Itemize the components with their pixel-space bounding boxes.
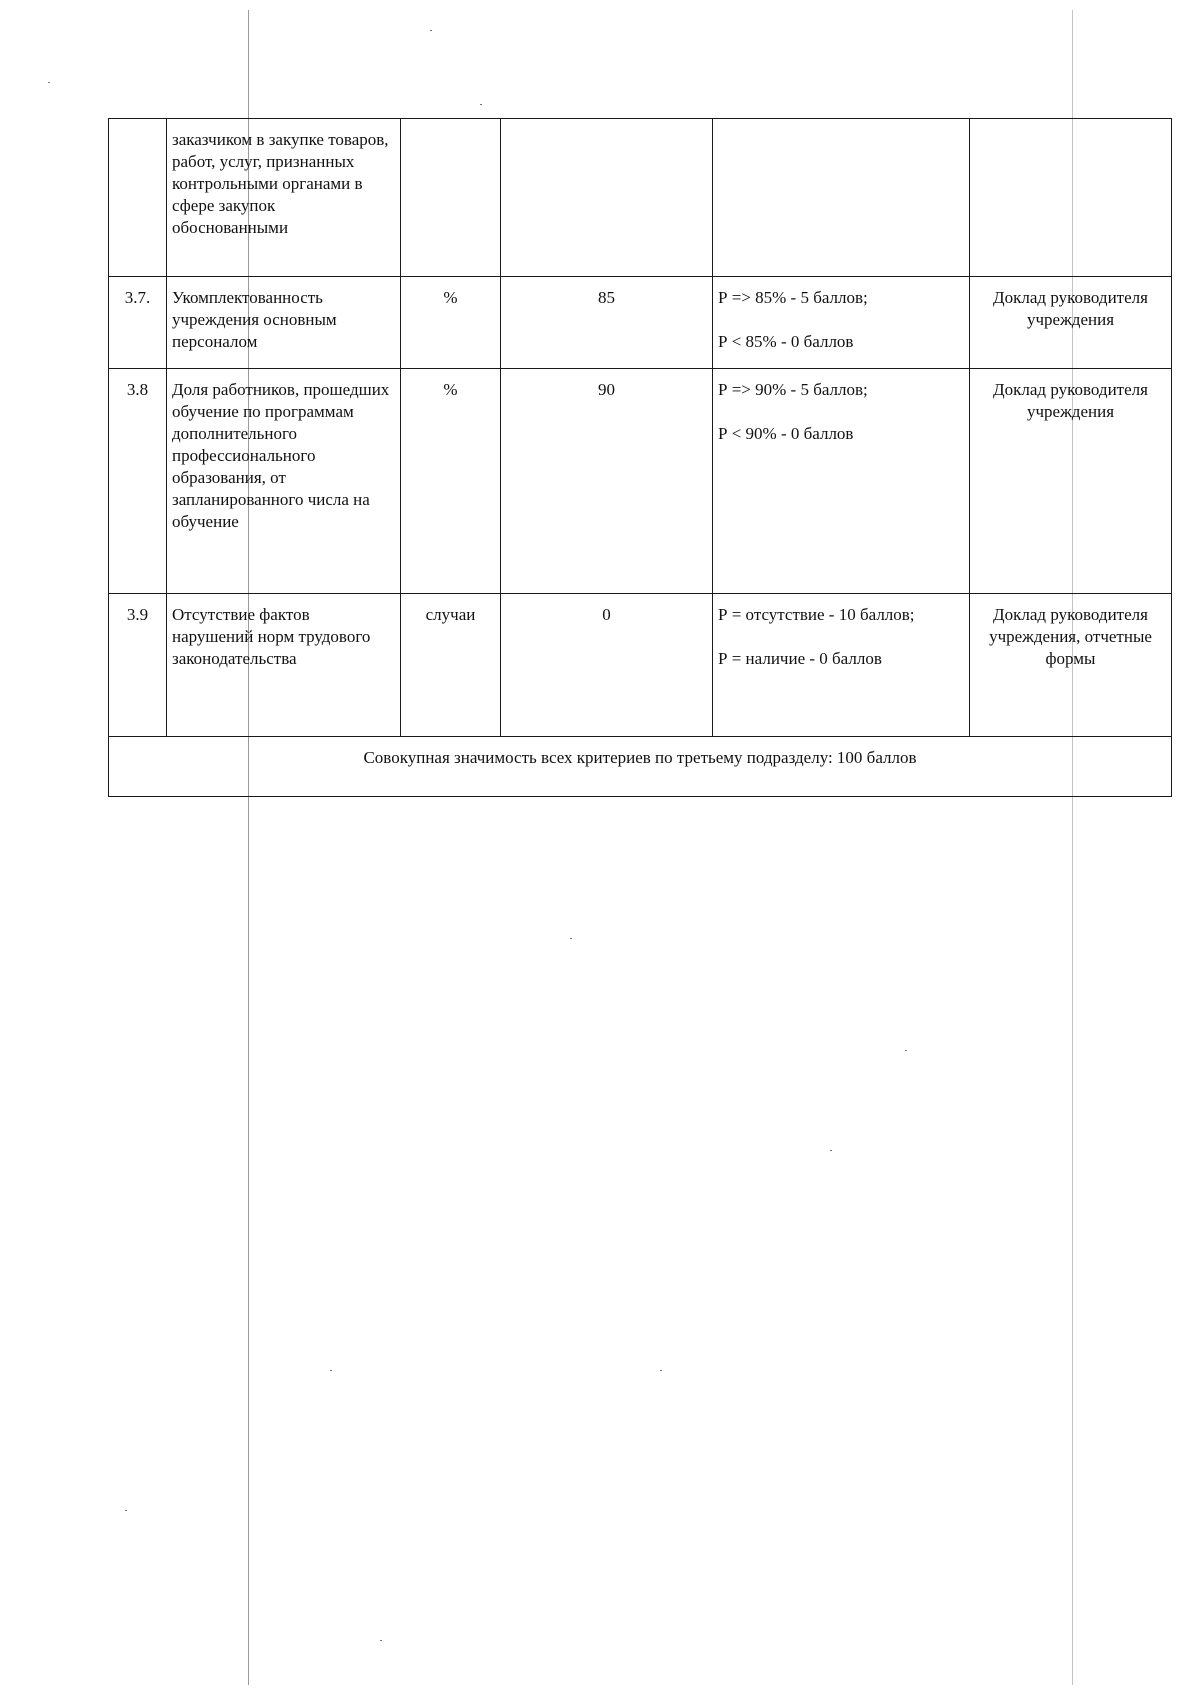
calculation-line: Р = отсутствие - 10 баллов; (718, 605, 915, 624)
total-score-cell: Совокупная значимость всех критериев по третьему подразделу: 100 баллов (109, 737, 1172, 797)
row-number-cell: 3.8 (109, 369, 167, 594)
calculation-line: Р => 85% - 5 баллов; (718, 288, 868, 307)
unit-cell: % (401, 277, 501, 369)
calculation-cell (713, 119, 970, 277)
scan-speck (830, 1150, 832, 1151)
source-cell: Доклад руководителя учреждения (970, 277, 1172, 369)
scan-speck (48, 82, 50, 83)
calculation-cell (713, 277, 970, 369)
criterion-name-cell: Доля работников, прошедших обучение по программам дополнительного профессионального образования, от запланированного числа на обучение (167, 369, 401, 594)
criterion-name-cell: заказчиком в закупке товаров, работ, услуг, признанных контрольными органами в сфере закупок обоснованными (167, 119, 401, 277)
table-row-continued (109, 119, 1172, 277)
calculation-line: Р < 90% - 0 баллов (718, 424, 854, 443)
scan-speck (430, 30, 432, 31)
row-number-cell (109, 119, 167, 277)
calculation-line: Р = наличие - 0 баллов (718, 649, 882, 668)
source-cell: Доклад руководителя учреждения (970, 369, 1172, 594)
value-cell: 90 (501, 369, 713, 594)
source-cell (970, 119, 1172, 277)
scan-speck (905, 1050, 907, 1051)
row-number-cell: 3.7. (109, 277, 167, 369)
scan-speck (380, 1640, 382, 1641)
calculation-cell (713, 594, 970, 737)
scan-speck (330, 1370, 332, 1371)
criterion-name-cell: Укомплектованность учреждения основным персоналом (167, 277, 401, 369)
unit-cell (401, 119, 501, 277)
table-row (109, 594, 1172, 737)
table-total-row (109, 737, 1172, 797)
source-cell: Доклад руководителя учреждения, отчетные формы (970, 594, 1172, 737)
value-cell: 0 (501, 594, 713, 737)
value-cell (501, 119, 713, 277)
table-row (109, 277, 1172, 369)
scan-speck (570, 938, 572, 939)
unit-cell: % (401, 369, 501, 594)
calculation-line: Р => 90% - 5 баллов; (718, 380, 868, 399)
value-cell: 85 (501, 277, 713, 369)
scan-speck (480, 104, 482, 105)
scan-speck (660, 1370, 662, 1371)
criteria-table (108, 118, 1172, 797)
row-number-cell: 3.9 (109, 594, 167, 737)
calculation-line: Р < 85% - 0 баллов (718, 332, 854, 351)
calculation-cell (713, 369, 970, 594)
table-row (109, 369, 1172, 594)
unit-cell: случаи (401, 594, 501, 737)
scan-speck (125, 1510, 127, 1511)
criterion-name-cell: Отсутствие фактов нарушений норм трудового законодательства (167, 594, 401, 737)
